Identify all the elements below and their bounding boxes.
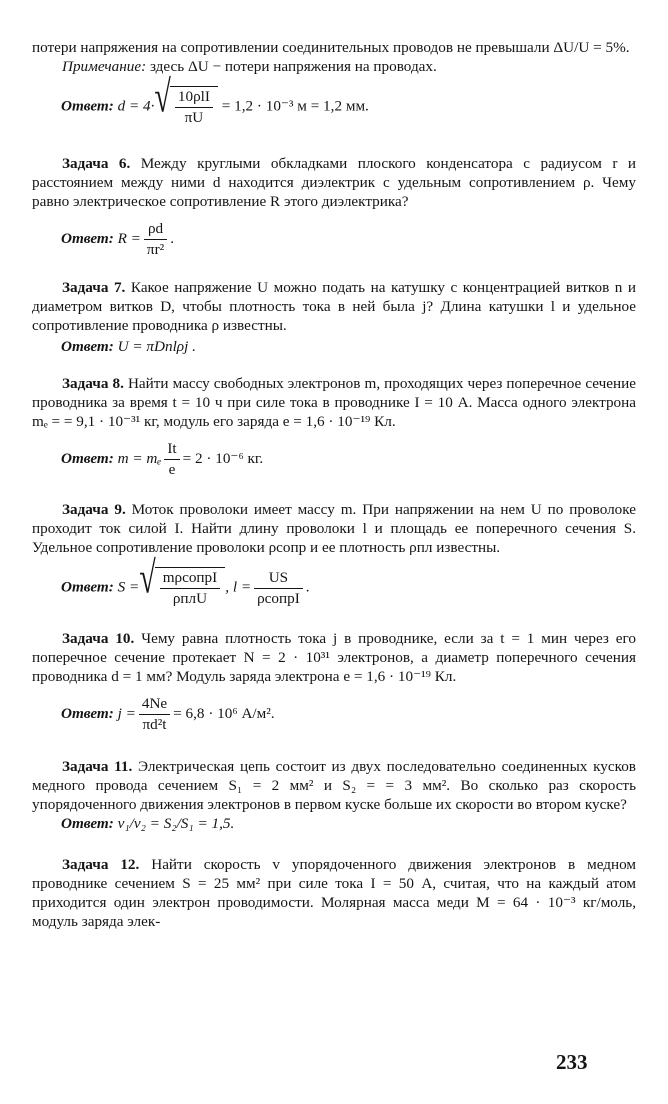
task8-ans-lhs: m = mₑ xyxy=(117,449,162,467)
answer-label: Ответ: xyxy=(61,578,114,596)
task8-text: Найти массу свободных электронов m, проходящих через поперечное сечение проводника за время t = 10 ч при силе тока в проводнике I = 10 А. Масса одного электрона mₑ = = 9,1 · 10⁻³¹ кг, модуль его заряда e = 1,6 · 10⁻¹⁹ Кл. xyxy=(32,375,636,430)
answer5-lhs: d = 4· xyxy=(117,97,155,115)
task10-title: Задача 10. xyxy=(62,630,135,647)
task6-ans-num: ρd xyxy=(144,219,167,240)
answer5-den: πU xyxy=(184,109,204,126)
task6-title: Задача 6. xyxy=(62,155,131,172)
answer5-num: 10ρlI xyxy=(175,87,213,108)
task8-ans-rhs: = 2 · 10⁻⁶ кг. xyxy=(182,449,264,467)
task9-ans-tail: . xyxy=(305,578,310,596)
answer-label: Ответ: xyxy=(61,97,114,115)
task6-ans-lhs: R = xyxy=(117,229,141,247)
task9-den2: ρсопрI xyxy=(257,589,300,607)
answer-task9 xyxy=(61,553,636,609)
answer-task8 xyxy=(61,439,636,480)
task12-text: Найти скорость v упорядоченного движения электронов в медном проводнике сечением S = 25 мм² при силе тока I = 50 А, считая, что на каждый атом приходится один электрон проводимости. Молярная масса меди M = 64 · 10⁻³ кг/моль, модуль заряда элек- xyxy=(32,856,637,930)
task12-title: Задача 12. xyxy=(62,856,140,873)
task-12 xyxy=(32,855,636,931)
task6-ans-den: πr² xyxy=(146,241,165,258)
task6-ans-tail: . xyxy=(170,229,174,247)
radical-sign-icon: √ xyxy=(154,72,171,122)
page-body xyxy=(32,38,636,931)
task11-text: Электрическая цепь состоит из двух последовательно соединенных кусков медного провода сечением S₁ = 2 мм² и S₂ = = 3 мм². Во сколько раз скорость упорядоченного движения электронов в первом куске больше их скорости во втором куске? xyxy=(32,758,636,813)
task9-rad-num: mρсопрI xyxy=(160,568,221,589)
task10-ans-lhs: j = xyxy=(117,704,136,722)
answer-label: Ответ: xyxy=(61,229,114,247)
task10-ans-rhs: = 6,8 · 10⁶ А/м². xyxy=(173,704,275,722)
task11-title: Задача 11. xyxy=(62,758,133,775)
sqrt-expression xyxy=(154,72,218,128)
answer-label: Ответ: xyxy=(61,449,114,467)
task-6 xyxy=(32,154,636,260)
answer-task10 xyxy=(61,694,636,735)
note-text: здесь ΔU − потери напряжения на проводах. xyxy=(146,58,437,75)
task9-num2: US xyxy=(254,568,303,589)
sqrt-expression xyxy=(139,553,225,609)
radical-sign-icon: √ xyxy=(139,553,156,603)
answer-label: Ответ: xyxy=(61,338,114,355)
task7-text: Какое напряжение U можно подать на катушку с концентрацией витков n и диаметром витков D, чтобы плотность тока в ней была j? Длина катушки l и удельное сопротивление проводника ρ известны. xyxy=(32,279,637,334)
intro-line: потери напряжения на сопротивлении соединительных проводов не превышали ΔU/U = 5%. xyxy=(32,39,630,56)
task9-title: Задача 9. xyxy=(62,501,126,518)
page-number: 233 xyxy=(556,1050,588,1074)
task10-text: Чему равна плотность тока j в проводнике, если за t = 1 мин через его поперечное сечение протекает N = 2 · 10³¹ электронов, а диаметр поперечного сечения проводника d = 1 мм? Модуль заряда электрона e = 1,6 · 10⁻¹⁹ Кл. xyxy=(32,630,636,685)
answer-task6 xyxy=(61,219,636,260)
task-9 xyxy=(32,500,636,609)
task9-ans-lhs: S = xyxy=(117,578,140,596)
note-label: Примечание: xyxy=(62,58,147,75)
task8-ans-den: e xyxy=(168,461,176,478)
task6-text: Между круглыми обкладками плоского конденсатора с радиусом r и расстоянием между ними d находится диэлектрик с удельным сопротивлением ρ. Чему равно электрическое сопротивление R этого диэлектрика? xyxy=(32,155,637,210)
task9-rad-den: ρплU xyxy=(172,590,208,607)
answer-label: Ответ: xyxy=(61,815,114,832)
answer-task7 xyxy=(61,337,636,356)
task11-ans: v₁/v₂ = S₂/S₁ = 1,5. xyxy=(117,815,235,832)
task8-title: Задача 8. xyxy=(62,375,124,392)
answer-task5 xyxy=(61,72,636,128)
task7-ans: U = πDnlρj . xyxy=(117,338,196,355)
task-8 xyxy=(32,374,636,480)
answer-task11 xyxy=(61,814,636,833)
task7-title: Задача 7. xyxy=(62,279,126,296)
task9-ans-mid: , l = xyxy=(225,578,252,596)
answer-label: Ответ: xyxy=(61,704,114,722)
task10-ans-num: 4Ne xyxy=(139,694,170,715)
task-10 xyxy=(32,629,636,735)
answer5-rhs: = 1,2 · 10⁻³ м = 1,2 мм. xyxy=(217,97,369,115)
note xyxy=(32,57,636,76)
task10-ans-den: πd²t xyxy=(142,716,167,733)
task-11 xyxy=(32,757,636,833)
task8-ans-num: It xyxy=(164,439,179,460)
task9-text: Моток проволоки имеет массу m. При напряжении на нем U по проволоке проходит ток силой I. Найти длину проволоки l и площадь ее поперечного сечения S. Удельное сопротивление проволоки ρсопр и ее плотность ρпл известны. xyxy=(32,501,636,556)
task-7 xyxy=(32,278,636,356)
